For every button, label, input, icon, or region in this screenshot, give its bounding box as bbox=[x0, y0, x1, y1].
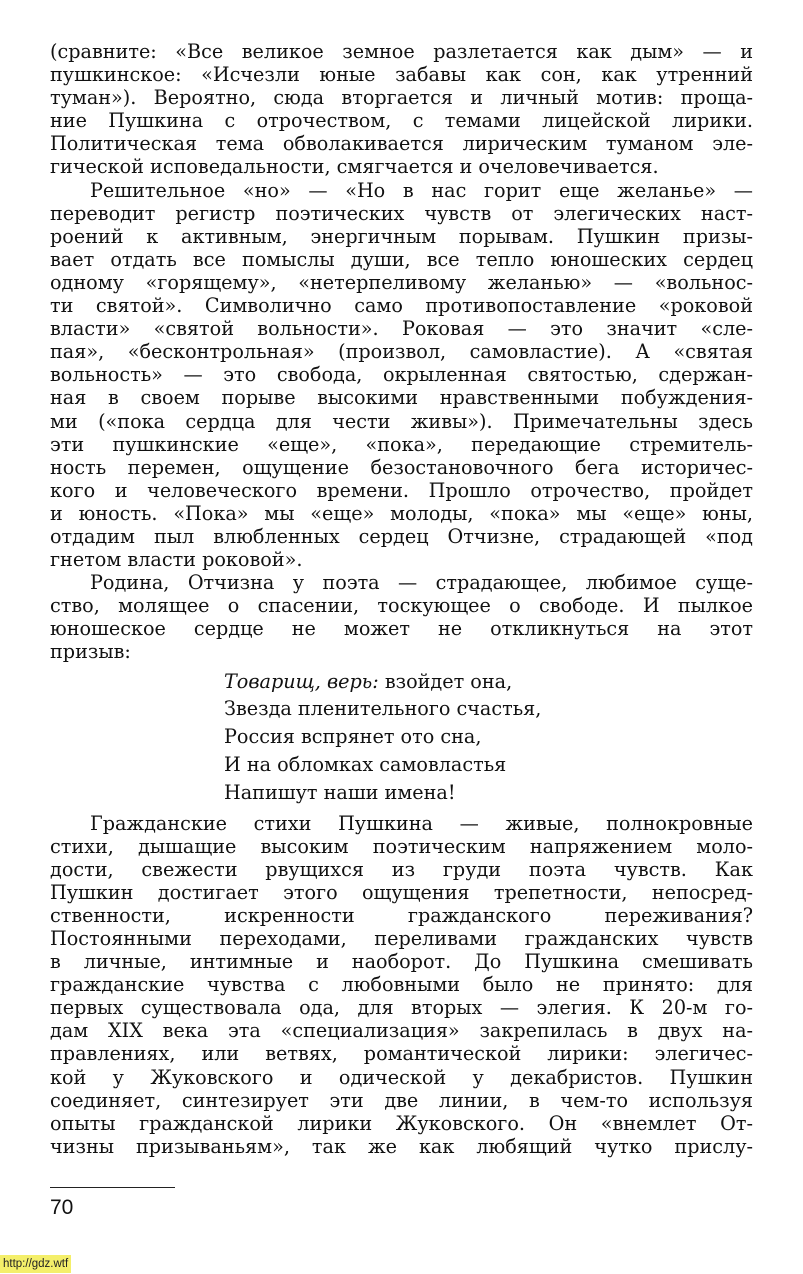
footnote-rule bbox=[50, 1187, 175, 1188]
text-line: и юность. «Пока» мы «еще» молоды, «пока» мы «еще» юны, bbox=[50, 501, 753, 525]
page-number: 70 bbox=[50, 1196, 74, 1219]
verse-line: Россия вспрянет ото сна, bbox=[224, 725, 482, 749]
text-line: соединяет, синтезирует эти две линии, в чем-то используя bbox=[50, 1088, 753, 1112]
text-line: Родина, Отчизна у поэта — страдающее, любимое суще- bbox=[90, 571, 753, 595]
text-line: чизны призываньям», так же как любящий чутко прислу- bbox=[50, 1134, 753, 1158]
verse-line-rest: взойдет она, bbox=[378, 669, 513, 693]
text-line: Гражданские стихи Пушкина — живые, полнокровные bbox=[90, 811, 753, 835]
text-line: дам XIX века эта «специализация» закрепилась в двух на- bbox=[50, 1019, 753, 1043]
text-line: ти святой». Символично само противопоставление «роковой bbox=[50, 294, 753, 318]
text-line: эти пушкинские «еще», «пока», передающие стремитель- bbox=[50, 432, 753, 456]
text-block-1 bbox=[50, 40, 753, 664]
text-line: юношеское сердце не может не откликнуться на этот bbox=[50, 617, 753, 641]
text-line: пая», «бесконтрольная» (произвол, самовластие). А «святая bbox=[50, 340, 753, 364]
verse-line: Звезда пленительного счастья, bbox=[224, 697, 542, 721]
text-line: дости, свежести рвущихся из груди поэта чувств. Как bbox=[50, 857, 753, 881]
text-line: власти» «святой вольности». Роковая — это значит «сле- bbox=[50, 317, 753, 341]
page-text bbox=[50, 40, 753, 1158]
text-line: вает отдать все помыслы души, все тепло юношеских сердец bbox=[50, 247, 753, 271]
text-line: в личные, интимные и наоборот. До Пушкина смешивать bbox=[50, 950, 753, 974]
text-line: стихи, дышащие высоким поэтическим напряжением моло- bbox=[50, 834, 753, 858]
text-block-2 bbox=[50, 812, 753, 1158]
text-line: гнетом власти роковой». bbox=[50, 548, 303, 572]
verse-line: Напишут наши имена! bbox=[224, 780, 456, 804]
text-line: ственности, искренности гражданского переживания? bbox=[50, 903, 753, 927]
verse-quote bbox=[50, 668, 753, 807]
text-line: опыты гражданской лирики Жуковского. Он «внемлет От- bbox=[50, 1111, 753, 1135]
text-line: ство, молящее о спасении, тоскующее о свободе. И пылкое bbox=[50, 594, 753, 618]
text-line: переводит регистр поэтических чувств от элегических наст- bbox=[50, 201, 753, 225]
text-line: Пушкин достигает этого ощущения трепетности, непосред- bbox=[50, 880, 753, 904]
text-line: кой у Жуковского и одической у декабристов. Пушкин bbox=[50, 1065, 753, 1089]
text-line: вольность» — это свобода, окрыленная святостью, сдержан- bbox=[50, 363, 753, 387]
text-line: ная в своем порыве высокими нравственными побуждения- bbox=[50, 386, 753, 410]
verse-line bbox=[50, 668, 753, 696]
text-line: первых существовала ода, для вторых — элегия. К 20-м го- bbox=[50, 996, 753, 1020]
text-line: Политическая тема обволакивается лирическим туманом эле- bbox=[50, 132, 753, 156]
text-line: Решительное «но» — «Но в нас горит еще желанье» — bbox=[90, 178, 753, 202]
text-line: туман»). Вероятно, сюда вторгается и личный мотив: проща- bbox=[50, 86, 753, 110]
text-line: ми («пока сердца для чести живы»). Примечательны здесь bbox=[50, 409, 753, 433]
verse-line: И на обломках самовластья bbox=[224, 752, 507, 776]
text-line: ность перемен, ощущение безостановочного бега историчес- bbox=[50, 455, 753, 479]
text-line: гической исповедальности, смягчается и очеловечивается. bbox=[50, 155, 659, 179]
text-line: одному «горящему», «нетерпеливому желанью» — «вольнос- bbox=[50, 270, 753, 294]
text-line: отдадим пыл влюбленных сердец Отчизне, страдающей «под bbox=[50, 524, 753, 548]
text-line: кого и человеческого времени. Прошло отрочество, пройдет bbox=[50, 478, 753, 502]
text-line: пушкинское: «Исчезли юные забавы как сон, как утренний bbox=[50, 63, 753, 87]
verse-italic-phrase: Товарищ, верь: bbox=[224, 669, 379, 693]
watermark[interactable]: http://gdz.wtf bbox=[0, 1255, 71, 1273]
text-line: (сравните: «Все великое земное разлетается как дым» — и bbox=[50, 40, 753, 63]
text-line: Постоянными переходами, переливами гражданских чувств bbox=[50, 926, 753, 950]
text-line: ние Пушкина с отрочеством, с темами лицейской лирики. bbox=[50, 109, 753, 133]
text-line: гражданские чувства с любовными было не принято: для bbox=[50, 973, 753, 997]
text-line: роений к активным, энергичным порывам. Пушкин призы- bbox=[50, 224, 753, 248]
text-line: призыв: bbox=[50, 640, 131, 664]
text-line: правлениях, или ветвях, романтической лирики: элегичес- bbox=[50, 1042, 753, 1066]
